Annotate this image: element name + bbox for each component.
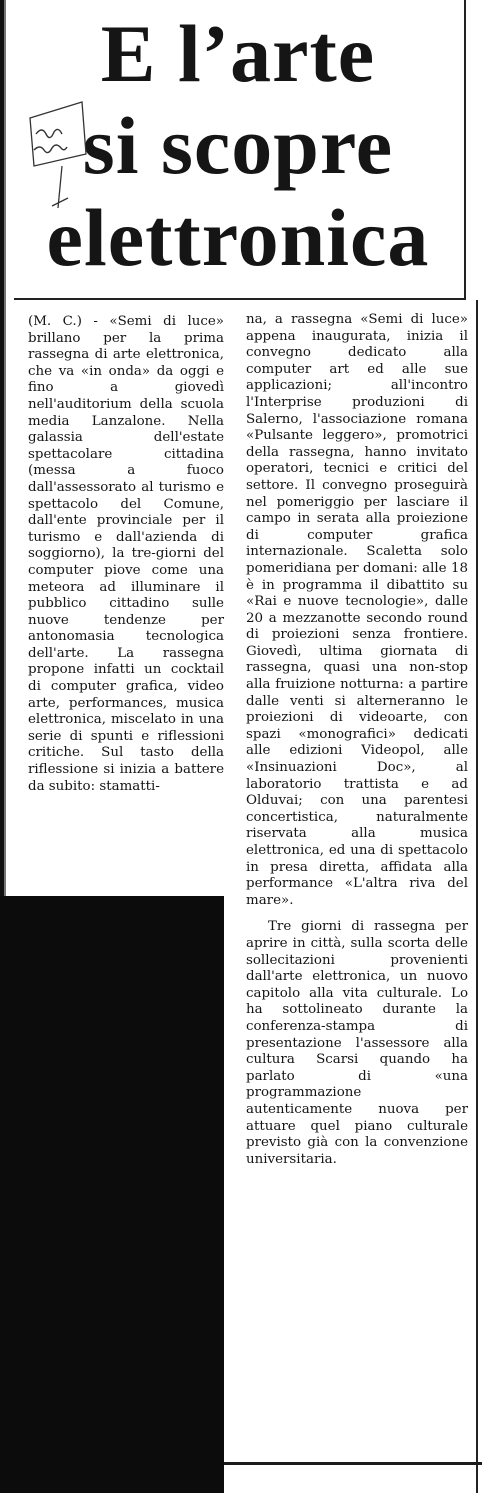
headline: E l’arte si scopre elettronica	[46, 8, 430, 283]
bottom-rule	[224, 1462, 482, 1465]
article-text-left: (M. C.) - «Semi di luce» brillano per la prima rassegna di arte elettronica, che va «in onda» da oggi e fino a giovedì nell'auditorium della scuola media Lanzalone. Nella galassia dell'estate spettacolare cittadina (messa a fuoco dall'assessorato al turismo e spettacolo del Comune, dall'ente provinciale per il turismo e dall'azienda di soggiorno), la tre-giorni del computer piove come una meteora ad illuminare il pubblico cittadino sulle nuove tendenze per antonomasia tecnologica dell'arte. La rassegna propone infatti un cocktail di computer grafica, video arte, performances, musica elettronica, miscelato in una serie di spunti e riflessioni critiche. Sul tasto della riflessione si inizia a battere da subito: stamatti-	[28, 314, 224, 794]
article-paragraph-1-continued: na, a rassegna «Semi di luce» appena inaugurata, inizia il convegno dedicato alla computer art ed alle sue applicazioni; all'incontro l'Interprise produzioni di Salerno, l'associazione romana «Pulsante leggero», promotrici della rassegna, hanno invitato operatori, tecnici e critici del settore. Il convegno proseguirà nel pomeriggio per lasciare il campo in serata alla proiezione di computer grafica internazionale. Scaletta solo pomeridiana per domani: alle 18 è in programma il dibattito su «Rai e nuove tecnologie», dalle 20 a mezzanotte secondo round di proiezioni senza frontiere. Giovedì, ultima giornata di rassegna, quasi una non-stop alla fruizione notturna: a partire dalle venti si alterneranno le proiezioni di videoarte, con spazi «monografici» dedicati alle edizioni Videopol, alle «Insinuazioni Doc», al laboratorio trattista e ad Olduvai; con una parentesi concertistica, naturalmente riservata alla musica elettronica, ed una di spettacolo in presa diretta, affidata alla performance «L'altra riva del mare».	[246, 312, 468, 908]
article-paragraph-2: Tre giorni di rassegna per aprire in città, sulla scorta delle sollecitazioni provenienti dall'arte elettronica, un nuovo capitolo alla vita culturale. Lo ha sottolineato durante la conferenza-stampa di presentazione l'assessore alla cultura Scarsi quando ha parlato di «una programmazione autenticamente nuova per attuare quel piano culturale previsto già con la convenzione universitaria.	[246, 919, 468, 1167]
scan-right-border	[474, 300, 482, 1493]
article-column-left	[28, 314, 224, 795]
scan-dark-area	[0, 896, 224, 1493]
handwritten-annotation	[22, 96, 102, 216]
article-column-right	[246, 312, 468, 1168]
